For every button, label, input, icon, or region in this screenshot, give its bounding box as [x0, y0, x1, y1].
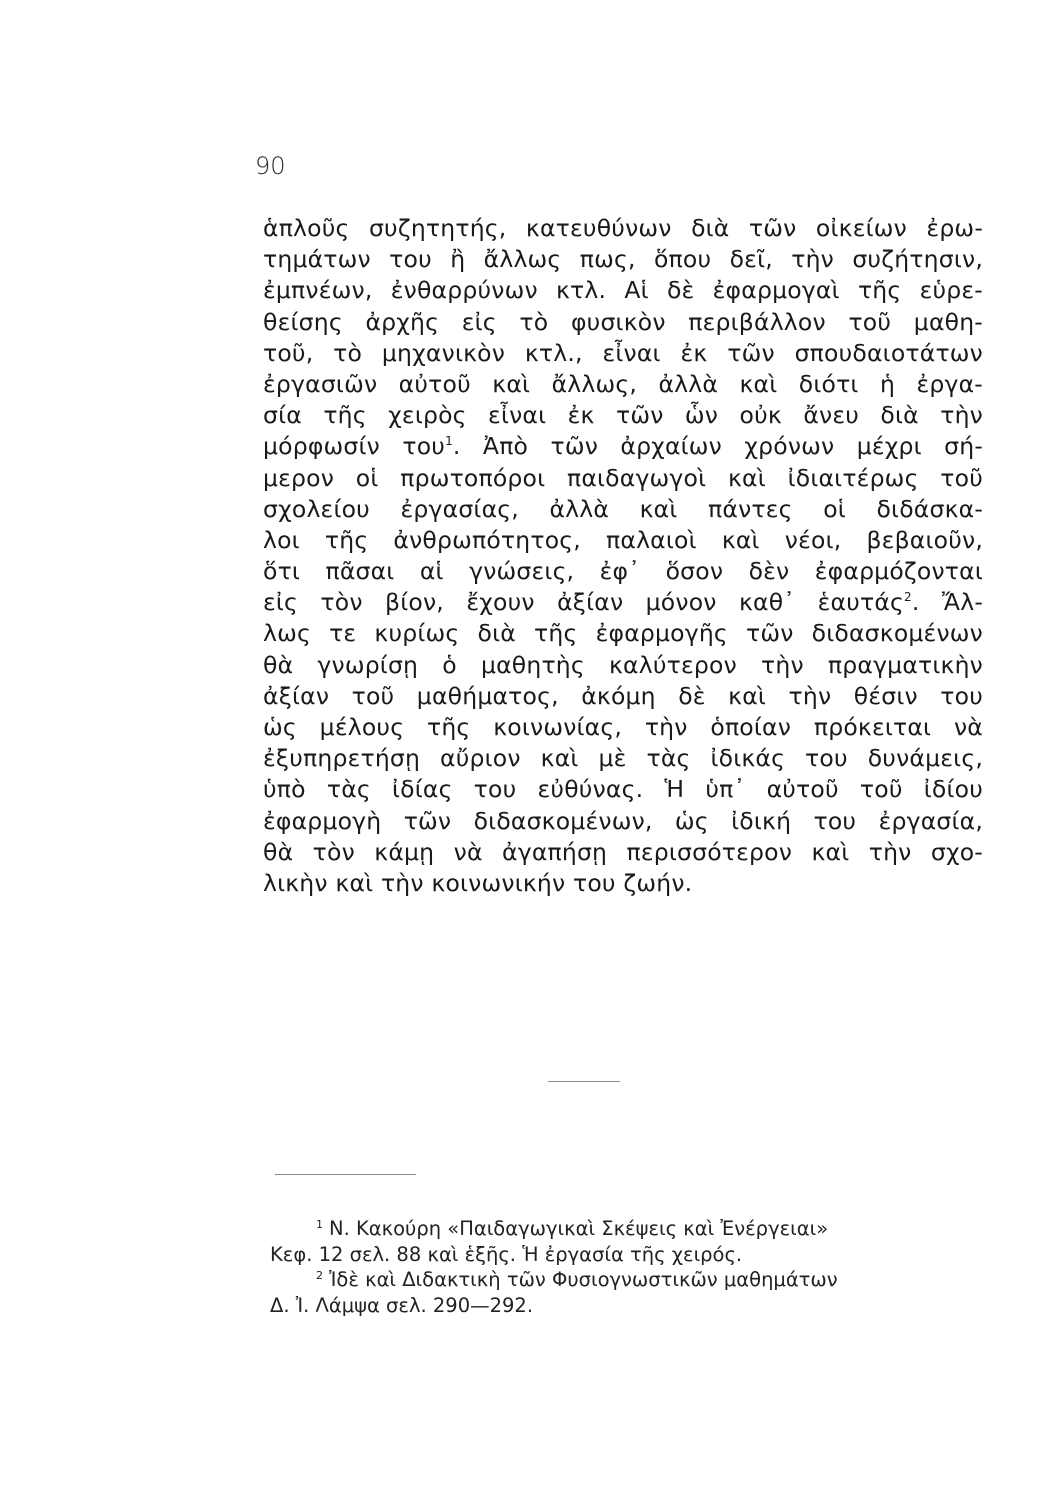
- body-line: ἀξίαν τοῦ μαθήματος, ἀκόμη δὲ καὶ τὴν θέσιν του: [263, 681, 983, 710]
- footnote-2-continued: Δ. Ἰ. Λάμψα σελ. 290—292.: [270, 1293, 534, 1317]
- body-line: μερον οἱ πρωτοπόροι παιδαγωγοὶ καὶ ἰδιαιτέρως τοῦ: [263, 463, 983, 492]
- body-line: θὰ τὸν κάμῃ νὰ ἀγαπήσῃ περισσότερον καὶ τὴν σχο-: [263, 837, 983, 866]
- body-line: [263, 587, 983, 618]
- footnote-2: [270, 1267, 985, 1293]
- body-line-text: . Ἀπὸ τῶν ἀρχαίων χρόνων μέχρι σή-: [452, 432, 983, 461]
- body-line: σχολείου ἐργασίας, ἀλλὰ καὶ πάντες οἱ διδάσκα-: [263, 494, 983, 523]
- body-line-text: εἰς τὸν βίον, ἔχουν ἀξίαν μόνον καθ᾽ ἑαυτάς: [263, 588, 905, 617]
- body-line: λως τε κυρίως διὰ τῆς ἐφαρμογῆς τῶν διδασκομένων: [263, 619, 983, 648]
- footnote-1: [270, 1216, 985, 1242]
- body-text: [263, 213, 983, 899]
- body-line: ὑπὸ τὰς ἰδίας του εὐθύνας. Ἡ ὑπ᾽ αὐτοῦ τοῦ ἰδίου: [263, 775, 983, 804]
- body-line: ἐξυπηρετήσῃ αὔριον καὶ μὲ τὰς ἰδικάς του δυνάμεις,: [263, 744, 983, 773]
- body-line: ὡς μέλους τῆς κοινωνίας, τὴν ὁποίαν πρόκειται νὰ: [263, 713, 983, 741]
- footnote-ref: 2: [904, 590, 912, 605]
- body-line: ἐφαρμογὴ τῶν διδασκομένων, ὡς ἰδική του ἐργασία,: [263, 806, 983, 835]
- footnote-number: 2: [316, 1269, 323, 1282]
- footnote-divider: [275, 1174, 416, 1175]
- body-line: ὅτι πᾶσαι αἱ γνώσεις, ἐφ᾽ ὅσον δὲν ἐφαρμόζονται: [263, 557, 983, 586]
- body-line: [263, 431, 983, 462]
- body-line: τοῦ, τὸ μηχανικὸν κτλ., εἶναι ἐκ τῶν σπουδαιοτάτων: [263, 338, 983, 367]
- footnote-ref: 1: [445, 434, 453, 449]
- section-divider: [548, 1081, 620, 1082]
- body-line: σία τῆς χειρὸς εἶναι ἐκ τῶν ὧν οὐκ ἄνευ διὰ τὴν: [263, 401, 983, 430]
- body-line: ἁπλοῦς συζητητής, κατευθύνων διὰ τῶν οἰκείων ἐρω-: [263, 214, 983, 242]
- footnote-number: 1: [316, 1218, 323, 1231]
- body-line: ἐργασιῶν αὐτοῦ καὶ ἄλλως, ἀλλὰ καὶ διότι ἡ ἐργα-: [263, 369, 983, 398]
- page-number: 90: [255, 152, 286, 180]
- footnote-text: Ν. Κακούρη «Παιδαγωγικαὶ Σκέψεις καὶ Ἐνέργειαι»: [329, 1217, 829, 1240]
- footnote-text: Ἰδὲ καὶ Διδακτικὴ τῶν Φυσιογνωστικῶν μαθημάτων: [329, 1268, 838, 1291]
- body-line: τημάτων του ἢ ἄλλως πως, ὅπου δεῖ, τὴν συζήτησιν,: [263, 245, 983, 274]
- body-line: ἐμπνέων, ἐνθαρρύνων κτλ. Αἱ δὲ ἐφαρμογαὶ τῆς εὑρε-: [263, 276, 983, 305]
- body-line-text: μόρφωσίν του: [263, 432, 446, 461]
- body-line-text: . Ἄλ-: [911, 588, 983, 617]
- body-line: θὰ γνωρίσῃ ὁ μαθητὴς καλύτερον τὴν πραγματικὴν: [263, 650, 983, 679]
- body-line: λοι τῆς ἀνθρωπότητος, παλαιοὶ καὶ νέοι, βεβαιοῦν,: [263, 525, 983, 554]
- body-line-last: λικὴν καὶ τὴν κοινωνικήν του ζωήν.: [263, 868, 693, 897]
- footnotes: [270, 1216, 985, 1318]
- footnote-1-continued: Κεφ. 12 σελ. 88 καὶ ἑξῆς. Ἡ ἐργασία τῆς χειρός.: [270, 1242, 743, 1266]
- body-line: θείσης ἀρχῆς εἰς τὸ φυσικὸν περιβάλλον τοῦ μαθη-: [263, 307, 983, 336]
